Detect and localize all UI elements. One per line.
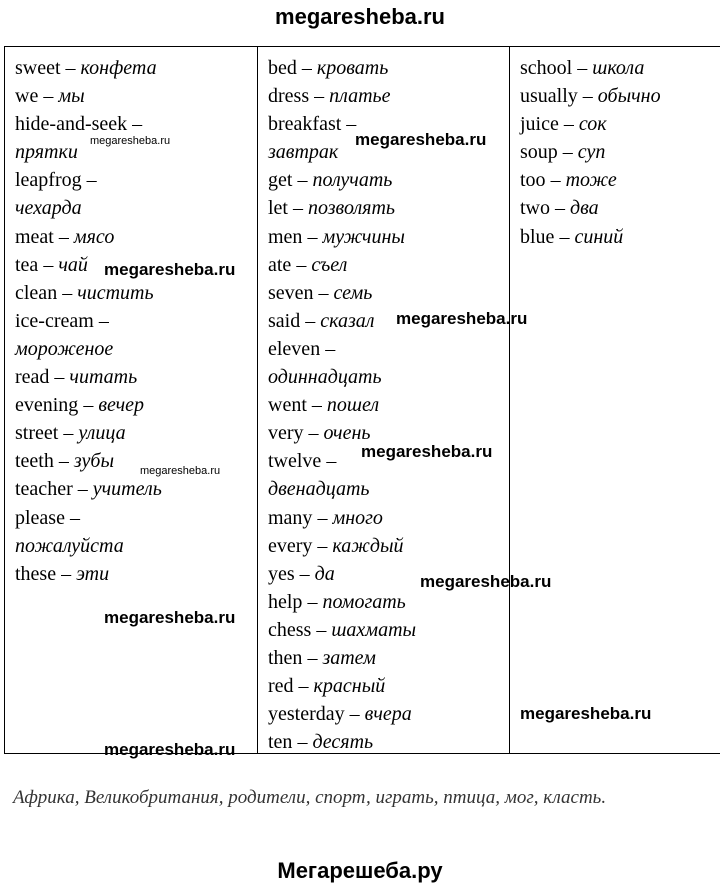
- vocab-entry: [268, 54, 509, 82]
- dash-separator: –: [78, 394, 99, 417]
- dash-separator: –: [313, 281, 334, 304]
- russian-translation: платье: [329, 85, 391, 108]
- site-header: megaresheba.ru: [275, 4, 445, 29]
- english-word: get: [268, 169, 293, 192]
- english-word: then: [268, 646, 303, 669]
- watermark: megaresheba.ru: [90, 135, 171, 147]
- russian-translation: помогать: [322, 590, 406, 613]
- russian-translation: кровать: [316, 57, 389, 79]
- english-word: let: [268, 197, 288, 220]
- vocab-entry: [268, 251, 509, 279]
- russian-translation: вчера: [364, 703, 412, 726]
- russian-translation: два: [570, 197, 599, 220]
- dash-separator: –: [293, 675, 314, 698]
- russian-translation: сказал: [320, 309, 375, 332]
- dash-separator: –: [288, 197, 308, 220]
- dash-separator: –: [558, 113, 579, 136]
- dash-separator: –: [557, 141, 578, 164]
- watermark: megaresheba.ru: [104, 740, 236, 759]
- bottom-word-list: Африка, Великобритания, родители, спорт, играть, птица, мог, класть.: [13, 787, 607, 808]
- dash-separator: –: [311, 618, 332, 641]
- russian-translation: пошел: [326, 394, 380, 417]
- english-word: yesterday: [268, 703, 345, 726]
- watermark: megaresheba.ru: [355, 130, 487, 149]
- vocab-entry: [268, 532, 509, 560]
- vocab-column-3: [510, 47, 720, 753]
- dash-separator: –: [38, 253, 59, 276]
- watermark: megaresheba.ru: [140, 465, 221, 477]
- english-word: dress: [268, 85, 310, 108]
- english-word: chess: [268, 618, 312, 641]
- russian-translation: получать: [312, 169, 393, 192]
- dash-separator: –: [81, 169, 97, 192]
- dash-separator: –: [294, 562, 315, 585]
- russian-translation: улица: [78, 422, 126, 445]
- vocab-entry: [520, 223, 720, 251]
- dash-separator: –: [302, 590, 323, 613]
- vocab-entry: [268, 335, 509, 363]
- dash-separator: –: [550, 197, 570, 220]
- vocab-entry: [268, 166, 509, 194]
- dash-separator: –: [312, 534, 333, 557]
- vocab-entry: [268, 391, 509, 419]
- vocab-entry: [15, 560, 257, 588]
- russian-translation: красный: [313, 675, 386, 698]
- dash-separator: –: [309, 85, 330, 108]
- russian-translation: школа: [592, 57, 645, 79]
- russian-translation: мясо: [73, 225, 115, 248]
- russian-translation: съел: [311, 253, 348, 276]
- english-word: many: [268, 506, 313, 529]
- english-word: said: [268, 309, 301, 332]
- vocab-entry: [268, 475, 509, 503]
- english-word: we: [15, 85, 39, 108]
- vocabulary-table: [4, 46, 720, 754]
- vocab-entry: [15, 279, 257, 307]
- english-word: seven: [268, 281, 314, 304]
- russian-translation: чай: [58, 253, 88, 276]
- dash-separator: –: [572, 57, 593, 79]
- english-word: bed: [268, 57, 297, 79]
- english-word: men: [268, 225, 303, 248]
- english-word: eleven: [268, 337, 321, 360]
- russian-translation: мороженое: [15, 337, 114, 360]
- vocab-entry: [268, 504, 509, 532]
- russian-translation: семь: [333, 281, 373, 304]
- vocab-entry: [15, 335, 257, 363]
- english-word: usually: [520, 85, 578, 108]
- dash-separator: –: [554, 225, 575, 248]
- english-word: teacher: [15, 478, 73, 501]
- vocab-entry: [15, 166, 257, 194]
- vocab-entry: [15, 447, 257, 475]
- russian-translation: пожалуйста: [15, 534, 124, 557]
- dash-separator: –: [57, 281, 78, 304]
- dash-separator: –: [64, 506, 80, 529]
- russian-translation: мы: [58, 85, 85, 108]
- vocab-entry: [15, 223, 257, 251]
- english-word: blue: [520, 225, 555, 248]
- english-word: teeth: [15, 450, 54, 473]
- dash-separator: –: [53, 225, 74, 248]
- english-word: these: [15, 562, 57, 585]
- vocab-column-2: [258, 47, 510, 753]
- watermark: megaresheba.ru: [361, 442, 493, 461]
- russian-translation: зубы: [73, 450, 115, 473]
- russian-translation: да: [314, 562, 335, 585]
- english-word: hide-and-seek: [15, 113, 128, 136]
- english-word: meat: [15, 225, 54, 248]
- vocab-entry: [268, 700, 509, 728]
- russian-translation: обычно: [597, 85, 661, 108]
- vocab-entry: [15, 363, 257, 391]
- russian-translation: очень: [323, 422, 371, 445]
- english-word: evening: [15, 394, 79, 417]
- russian-translation: шахматы: [331, 618, 417, 641]
- vocab-entry: [15, 419, 257, 447]
- dash-separator: –: [292, 169, 313, 192]
- vocab-entry: [15, 391, 257, 419]
- vocab-entry: [520, 194, 720, 222]
- russian-translation: каждый: [332, 534, 404, 557]
- english-word: ice-cream: [15, 309, 94, 332]
- english-word: very: [268, 422, 304, 445]
- english-word: ten: [268, 731, 293, 754]
- dash-separator: –: [49, 366, 70, 389]
- dash-separator: –: [56, 562, 77, 585]
- dash-separator: –: [300, 309, 321, 332]
- russian-translation: чистить: [77, 281, 154, 304]
- dash-separator: –: [321, 450, 337, 473]
- vocab-entry: [268, 194, 509, 222]
- english-word: breakfast: [268, 113, 342, 136]
- english-word: went: [268, 394, 307, 417]
- english-word: ate: [268, 253, 292, 276]
- vocab-entry: [520, 82, 720, 110]
- vocab-entry: [268, 672, 509, 700]
- vocab-entry: [15, 475, 257, 503]
- dash-separator: –: [72, 478, 93, 501]
- dash-separator: –: [341, 113, 357, 136]
- site-footer: Мегарешеба.ру: [277, 858, 443, 883]
- vocab-entry: [520, 110, 720, 138]
- russian-translation: двенадцать: [268, 478, 370, 501]
- vocab-column-1: [5, 47, 258, 753]
- vocab-entry: [268, 82, 509, 110]
- english-word: clean: [15, 281, 58, 304]
- dash-separator: –: [60, 57, 81, 79]
- vocab-entry: [15, 82, 257, 110]
- dash-separator: –: [38, 85, 59, 108]
- vocab-entry: [268, 279, 509, 307]
- vocab-entry: [15, 504, 257, 532]
- russian-translation: мужчины: [322, 225, 405, 248]
- english-word: tea: [15, 253, 39, 276]
- watermark: megaresheba.ru: [520, 704, 652, 723]
- english-word: help: [268, 590, 303, 613]
- dash-separator: –: [127, 113, 143, 136]
- vocab-entry: [15, 532, 257, 560]
- dash-separator: –: [93, 309, 109, 332]
- vocab-entry: [15, 54, 257, 82]
- english-word: leapfrog: [15, 169, 82, 192]
- english-word: sweet: [15, 57, 61, 79]
- russian-translation: позволять: [308, 197, 396, 220]
- english-word: street: [15, 422, 59, 445]
- english-word: every: [268, 534, 313, 557]
- dash-separator: –: [545, 169, 566, 192]
- russian-translation: синий: [574, 225, 624, 248]
- russian-translation: конфета: [80, 57, 157, 79]
- dash-separator: –: [306, 394, 327, 417]
- russian-translation: вечер: [98, 394, 145, 417]
- vocab-entry: [268, 223, 509, 251]
- english-word: soup: [520, 141, 558, 164]
- watermark: megaresheba.ru: [396, 309, 528, 328]
- russian-translation: чехарда: [15, 197, 82, 220]
- watermark: megaresheba.ru: [104, 260, 236, 279]
- dash-separator: –: [302, 646, 323, 669]
- dash-separator: –: [302, 225, 323, 248]
- english-word: read: [15, 366, 50, 389]
- russian-translation: много: [332, 506, 383, 529]
- russian-translation: читать: [69, 366, 138, 389]
- english-word: too: [520, 169, 546, 192]
- english-word: please: [15, 506, 65, 529]
- russian-translation: суп: [577, 141, 606, 164]
- vocab-entry: [520, 166, 720, 194]
- russian-translation: десять: [312, 731, 374, 754]
- english-word: juice: [520, 113, 559, 136]
- vocab-entry: [268, 728, 509, 756]
- english-word: school: [520, 57, 573, 79]
- english-word: yes: [268, 562, 295, 585]
- watermark: megaresheba.ru: [104, 608, 236, 627]
- dash-separator: –: [312, 506, 333, 529]
- russian-translation: учитель: [92, 478, 162, 501]
- dash-separator: –: [58, 422, 79, 445]
- dash-separator: –: [344, 703, 365, 726]
- vocab-entry: [15, 307, 257, 335]
- russian-translation: сок: [578, 113, 607, 136]
- vocab-entry: [520, 54, 720, 82]
- english-word: red: [268, 675, 294, 698]
- watermark: megaresheba.ru: [420, 572, 552, 591]
- dash-separator: –: [296, 57, 317, 79]
- vocab-entry: [268, 363, 509, 391]
- vocab-entry: [268, 616, 509, 644]
- dash-separator: –: [291, 253, 312, 276]
- vocab-entry: [268, 644, 509, 672]
- dash-separator: –: [577, 85, 598, 108]
- russian-translation: тоже: [565, 169, 617, 192]
- dash-separator: –: [303, 422, 324, 445]
- vocab-entry: [520, 138, 720, 166]
- english-word: two: [520, 197, 550, 220]
- russian-translation: прятки: [15, 141, 78, 164]
- russian-translation: затем: [322, 646, 376, 669]
- english-word: twelve: [268, 450, 322, 473]
- russian-translation: одиннадцать: [268, 366, 382, 389]
- dash-separator: –: [53, 450, 74, 473]
- dash-separator: –: [292, 731, 313, 754]
- dash-separator: –: [320, 337, 336, 360]
- russian-translation: завтрак: [268, 141, 339, 164]
- vocab-entry: [15, 194, 257, 222]
- russian-translation: эти: [76, 562, 110, 585]
